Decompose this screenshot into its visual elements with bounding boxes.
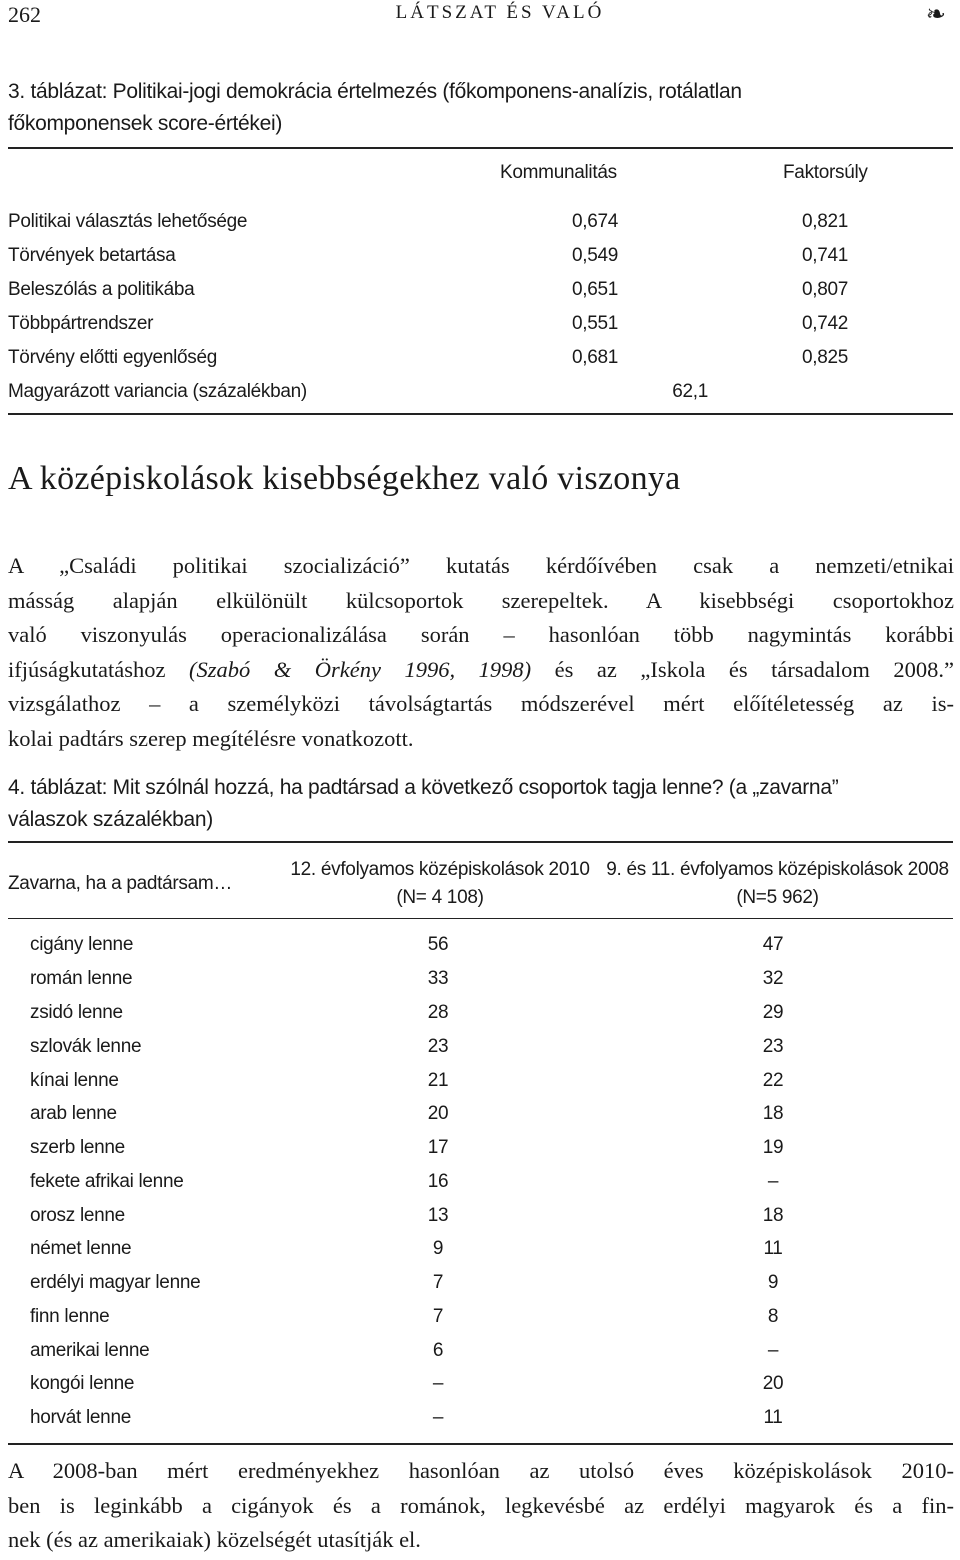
value-2008: – bbox=[767, 1171, 779, 1192]
factor-value: 0,741 bbox=[801, 245, 848, 266]
table4-head-col2 bbox=[595, 856, 960, 912]
table-row bbox=[8, 1272, 953, 1306]
value-2008: 9 bbox=[767, 1272, 779, 1293]
communality-value: 0,651 bbox=[571, 279, 618, 300]
table-row bbox=[8, 1205, 953, 1239]
table4-top-rule bbox=[8, 841, 953, 843]
row-label: szerb lenne bbox=[30, 1137, 125, 1158]
value-2008: 18 bbox=[762, 1103, 784, 1124]
table4-caption-line: 4. táblázat: Mit szólnál hozzá, ha padtársad a következő csoportok tagja lenne? (a „zavarna” bbox=[8, 776, 839, 799]
value-2008: 11 bbox=[763, 1407, 783, 1428]
table4-caption bbox=[8, 772, 953, 836]
col2-sample: (N=5 962) bbox=[736, 887, 819, 908]
value-2010: – bbox=[432, 1407, 444, 1428]
col2-title: 9. és 11. évfolyamos középiskolások 2008 bbox=[606, 859, 949, 880]
row-label: szlovák lenne bbox=[30, 1036, 142, 1057]
value-2008: 11 bbox=[763, 1238, 783, 1259]
value-2008: 18 bbox=[762, 1205, 784, 1226]
table-row bbox=[8, 211, 953, 245]
row-label: horvát lenne bbox=[30, 1407, 131, 1428]
page-header bbox=[0, 0, 960, 30]
text-segment: és az „Iskola és társadalom 2008.” bbox=[531, 656, 954, 682]
text-line: kolai padtárs szerep megítélésre vonatkozott. bbox=[8, 725, 414, 751]
row-label: román lenne bbox=[30, 968, 133, 989]
table-row bbox=[8, 934, 953, 968]
value-2010: 28 bbox=[427, 1002, 449, 1023]
table3-variance-row bbox=[8, 381, 953, 415]
table-row bbox=[8, 279, 953, 313]
table-row bbox=[8, 1238, 953, 1272]
row-label: Beleszólás a politikába bbox=[8, 279, 195, 300]
running-title: LÁTSZAT ÉS VALÓ bbox=[395, 2, 605, 23]
table-row bbox=[8, 1137, 953, 1171]
table3-caption bbox=[8, 76, 953, 140]
row-label: arab lenne bbox=[30, 1103, 117, 1124]
table3-caption-line: főkomponensek score-értékei) bbox=[8, 112, 283, 135]
col-header-communality: Kommunalitás bbox=[500, 162, 617, 183]
communality-value: 0,674 bbox=[571, 211, 618, 232]
page-number: 262 bbox=[8, 2, 41, 27]
table-row bbox=[8, 313, 953, 347]
row-label: Politikai választás lehetősége bbox=[8, 211, 248, 232]
value-2010: 20 bbox=[427, 1103, 449, 1124]
row-label: fekete afrikai lenne bbox=[30, 1171, 184, 1192]
table3-bottom-rule bbox=[8, 413, 953, 415]
table-row bbox=[8, 245, 953, 279]
col-header-factor: Faktorsúly bbox=[783, 162, 868, 183]
table-row bbox=[8, 1036, 953, 1070]
communality-value: 0,551 bbox=[571, 313, 618, 334]
text-line: A 2008-ban mért eredményekhez hasonlóan az utolsó éves középiskolások 2010- bbox=[8, 1458, 954, 1483]
value-2008: – bbox=[767, 1340, 779, 1361]
value-2010: 33 bbox=[427, 968, 449, 989]
section-heading: A középiskolások kisebbségekhez való viszonya bbox=[8, 460, 681, 497]
row-label: zsidó lenne bbox=[30, 1002, 123, 1023]
body-paragraph bbox=[8, 1454, 954, 1558]
value-2010: 21 bbox=[427, 1070, 449, 1091]
col1-sample: (N= 4 108) bbox=[396, 887, 484, 908]
communality-value: 0,549 bbox=[571, 245, 618, 266]
table-row bbox=[8, 1407, 953, 1441]
row-label: kínai lenne bbox=[30, 1070, 119, 1091]
text-line: másság alapján elkülönült külcsoportok szerepeltek. A kisebbségi csoportokhoz bbox=[8, 587, 954, 613]
table-row bbox=[8, 968, 953, 1002]
row-label: finn lenne bbox=[30, 1306, 110, 1327]
text-line: A „Családi politikai szocializáció” kutatás kérdőívében csak a nemzeti/etnikai bbox=[8, 553, 954, 578]
text-segment: ifjúságkutatáshoz bbox=[8, 656, 189, 682]
table4-head-col1 bbox=[270, 856, 610, 912]
value-2008: 32 bbox=[762, 968, 784, 989]
table4-header-rule bbox=[8, 918, 953, 919]
fleuron-ornament-icon: ❧ bbox=[925, 0, 946, 28]
text-line bbox=[8, 653, 954, 688]
table-row bbox=[8, 347, 953, 381]
value-2008: 19 bbox=[762, 1137, 784, 1158]
table4-bottom-rule bbox=[8, 1443, 953, 1445]
row-label: Törvények betartása bbox=[8, 245, 176, 266]
table-row bbox=[8, 1171, 953, 1205]
body-paragraph bbox=[8, 549, 954, 756]
table-row bbox=[8, 1340, 953, 1374]
row-label: kongói lenne bbox=[30, 1373, 135, 1394]
table3-header-row bbox=[8, 162, 953, 196]
value-2008: 47 bbox=[762, 934, 784, 955]
table3-top-rule bbox=[8, 147, 953, 149]
table-row bbox=[8, 1306, 953, 1340]
row-label: erdélyi magyar lenne bbox=[30, 1272, 201, 1293]
row-label: Többpártrendszer bbox=[8, 313, 154, 334]
row-label: német lenne bbox=[30, 1238, 132, 1259]
row-label: orosz lenne bbox=[30, 1205, 125, 1226]
value-2008: 8 bbox=[767, 1306, 779, 1327]
row-label: Törvény előtti egyenlőség bbox=[8, 347, 218, 368]
value-2010: – bbox=[432, 1373, 444, 1394]
row-label: cigány lenne bbox=[30, 934, 134, 955]
text-line: nek (és az amerikaiak) közelségét utasítják el. bbox=[8, 1527, 421, 1552]
value-2010: 23 bbox=[427, 1036, 449, 1057]
table-row bbox=[8, 1070, 953, 1104]
communality-value: 0,681 bbox=[571, 347, 618, 368]
text-line: vizsgálathoz – a személyközi távolságtartás módszerével mért előítéletesség az is- bbox=[8, 691, 954, 716]
value-2010: 6 bbox=[432, 1340, 444, 1361]
col1-title: 12. évfolyamos középiskolások 2010 bbox=[290, 859, 590, 880]
value-2010: 16 bbox=[427, 1171, 449, 1192]
row-label: amerikai lenne bbox=[30, 1340, 150, 1361]
citation: (Szabó & Örkény 1996, 1998) bbox=[188, 656, 532, 682]
factor-value: 0,807 bbox=[801, 279, 848, 300]
table4-head-label: Zavarna, ha a padtársam… bbox=[8, 873, 233, 894]
text-line: való viszonyulás operacionalizálása során – hasonlóan több nagymintás korábbi bbox=[8, 622, 954, 647]
value-2008: 29 bbox=[762, 1002, 784, 1023]
variance-label: Magyarázott variancia (százalékban) bbox=[8, 381, 307, 402]
table-row bbox=[8, 1002, 953, 1036]
value-2010: 7 bbox=[432, 1272, 444, 1293]
variance-value: 62,1 bbox=[672, 381, 708, 402]
factor-value: 0,821 bbox=[801, 211, 848, 232]
value-2010: 9 bbox=[432, 1238, 444, 1259]
value-2010: 7 bbox=[432, 1306, 444, 1327]
value-2010: 56 bbox=[427, 934, 449, 955]
text-line: ben is leginkább a cigányok és a románok, legkevésbé az erdélyi magyarok és a fin- bbox=[8, 1492, 954, 1518]
value-2010: 17 bbox=[427, 1137, 449, 1158]
value-2008: 20 bbox=[762, 1373, 784, 1394]
factor-value: 0,825 bbox=[801, 347, 848, 368]
table3-caption-line: 3. táblázat: Politikai-jogi demokrácia értelmezés (főkomponens-analízis, rotálatlan bbox=[8, 80, 742, 103]
table-row bbox=[8, 1373, 953, 1407]
value-2008: 22 bbox=[762, 1070, 784, 1091]
table4-caption-line: válaszok százalékban) bbox=[8, 808, 213, 831]
value-2008: 23 bbox=[762, 1036, 784, 1057]
factor-value: 0,742 bbox=[801, 313, 848, 334]
table-row bbox=[8, 1103, 953, 1137]
value-2010: 13 bbox=[427, 1205, 449, 1226]
